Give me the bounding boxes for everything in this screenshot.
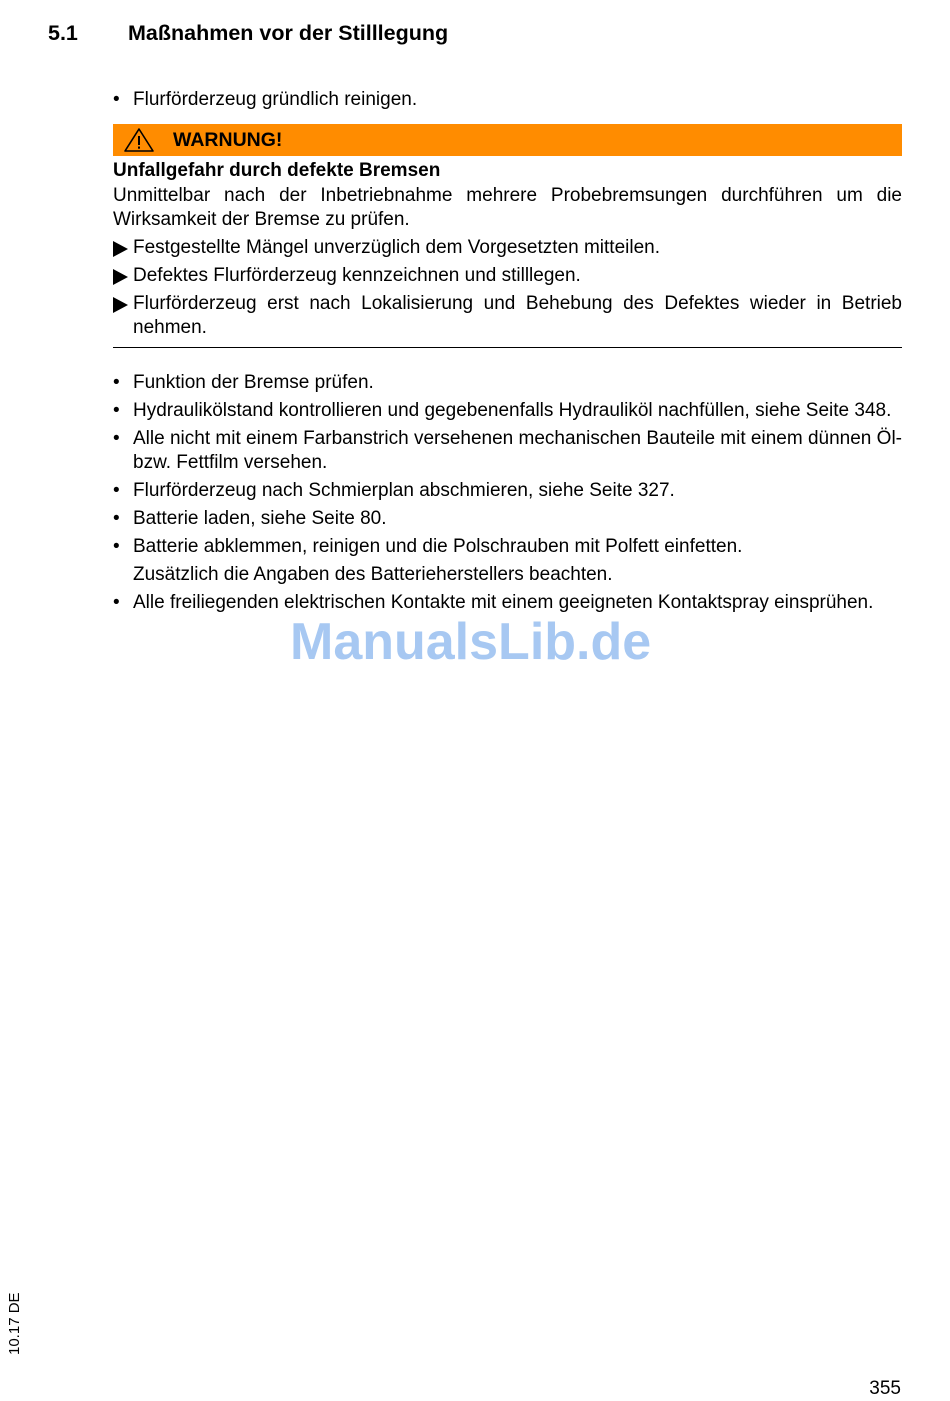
list-item bbox=[113, 371, 902, 395]
warning-action-text: Festgestellte Mängel unverzüglich dem Vorgesetzten mitteilen. bbox=[133, 237, 660, 258]
bullet-symbol: • bbox=[113, 508, 120, 529]
section-number: 5.1 bbox=[48, 21, 78, 45]
edition-label: 10.17 DE bbox=[6, 1292, 23, 1355]
section-heading bbox=[48, 18, 448, 48]
bullet-symbol: • bbox=[113, 480, 120, 501]
bullet-symbol: • bbox=[113, 428, 120, 449]
list-item-text: Funktion der Bremse prüfen. bbox=[133, 372, 374, 393]
warning-action bbox=[113, 236, 902, 260]
action-arrow-icon bbox=[113, 241, 128, 257]
warning-action-text: Defektes Flurförderzeug kennzeichnen und stilllegen. bbox=[133, 265, 581, 286]
bullet-symbol: • bbox=[113, 400, 120, 421]
list-item bbox=[113, 88, 902, 112]
list-item-text: Flurförderzeug nach Schmierplan abschmieren, siehe Seite 327. bbox=[133, 480, 675, 501]
warning-action bbox=[113, 264, 902, 288]
page-number: 355 bbox=[869, 1378, 901, 1399]
list-item-text: Batterie laden, siehe Seite 80. bbox=[133, 508, 387, 529]
list-item bbox=[113, 479, 902, 503]
warning-subtitle: Unfallgefahr durch defekte Bremsen bbox=[113, 160, 441, 181]
bullet-symbol: • bbox=[113, 89, 120, 110]
list-item-text: Flurförderzeug gründlich reinigen. bbox=[133, 89, 418, 110]
list-item-note: Zusätzlich die Angaben des Batterieherstellers beachten. bbox=[133, 564, 613, 585]
action-arrow-icon bbox=[113, 269, 128, 285]
section-title: Maßnahmen vor der Stilllegung bbox=[128, 21, 449, 45]
list-item bbox=[113, 399, 902, 423]
list-item-text: Hydraulikölstand kontrollieren und gegebenenfalls Hydrauliköl nachfüllen, siehe Seite 348. bbox=[133, 400, 892, 421]
bullet-symbol: • bbox=[113, 536, 120, 557]
list-item bbox=[113, 507, 902, 531]
list-item-text: Alle freiliegenden elektrischen Kontakte mit einem geeigneten Kontaktspray einsprühen. bbox=[133, 592, 874, 613]
warning-label: WARNUNG! bbox=[173, 129, 283, 151]
warning-box bbox=[113, 124, 902, 348]
action-arrow-icon bbox=[113, 297, 128, 313]
warning-action-text: Flurförderzeug erst nach Lokalisierung und Behebung des Defektes wieder in Betrieb nehmen. bbox=[133, 293, 902, 338]
page-content bbox=[113, 88, 902, 619]
list-item-text: Batterie abklemmen, reinigen und die Polschrauben mit Polfett einfetten. bbox=[133, 536, 743, 557]
bullet-symbol: • bbox=[113, 372, 120, 393]
warning-banner bbox=[113, 124, 902, 156]
warning-triangle-icon bbox=[123, 127, 155, 153]
watermark: ManualsLib.de bbox=[290, 613, 652, 671]
list-item bbox=[113, 427, 902, 475]
warning-action bbox=[113, 292, 902, 340]
list-item bbox=[113, 535, 902, 587]
warning-text: Unmittelbar nach der Inbetriebnahme mehrere Probebremsungen durchführen um die Wirksamkeit der Bremse zu prüfen. bbox=[113, 185, 902, 230]
bullet-symbol: • bbox=[113, 592, 120, 613]
warning-divider bbox=[113, 347, 902, 348]
list-item-text: Alle nicht mit einem Farbanstrich versehenen mechanischen Bauteile mit einem dünnen Öl- bzw. Fettfilm versehen. bbox=[133, 428, 902, 473]
